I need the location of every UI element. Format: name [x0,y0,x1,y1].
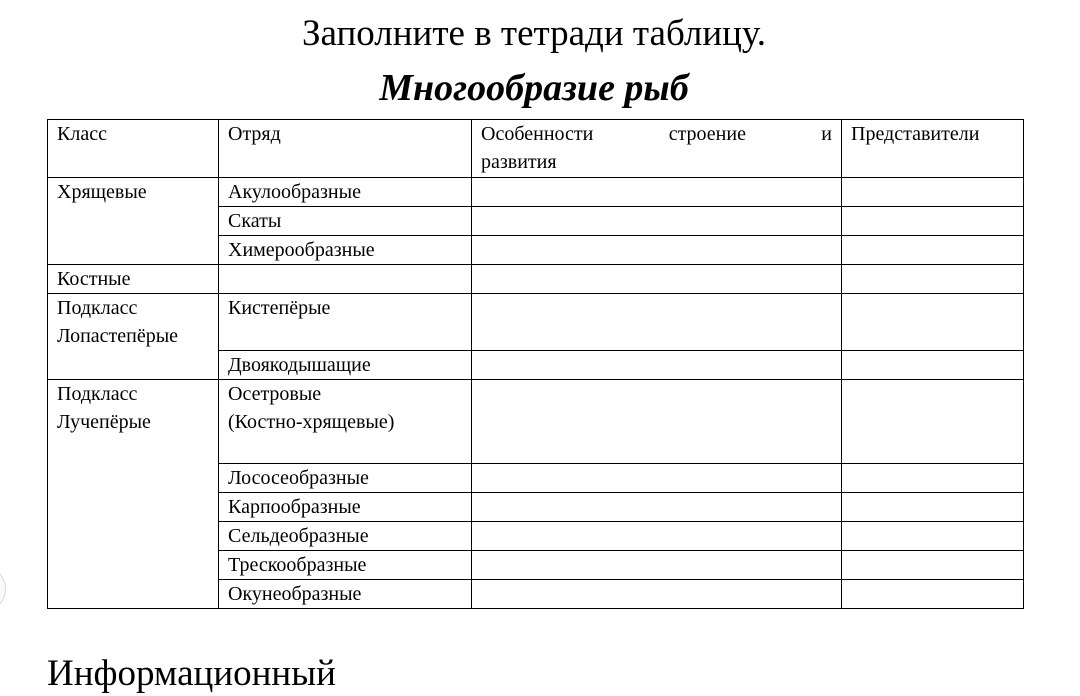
features-cell [472,351,842,380]
representatives-cell [842,580,1024,609]
order-cell: Двоякодышащие [219,351,472,380]
class-cell-line: Подкласс [57,297,138,319]
class-cell: Хрящевые [48,178,219,265]
features-cell [472,178,842,207]
table-row [48,294,1024,351]
table-row [48,178,1024,207]
representatives-cell [842,351,1024,380]
order-cell: Кистепёрые [219,294,472,351]
class-cell-line: Лопастепёрые [57,325,179,347]
representatives-cell [842,178,1024,207]
representatives-cell [842,464,1024,493]
order-cell: Карпообразные [219,493,472,522]
features-cell [472,580,842,609]
class-cell-line: Подкласс [57,383,138,405]
next-section-heading: Информационный [47,653,336,694]
representatives-cell [842,380,1024,464]
features-cell [472,493,842,522]
class-cell-line: Лучепёрые [57,411,151,433]
page-title: Заполните в тетради таблицу. [302,13,766,54]
order-cell [219,380,472,464]
header-order: Отряд [219,120,472,178]
header-class: Класс [48,120,219,178]
header-features-word: и [821,123,832,145]
features-cell [472,294,842,351]
features-cell [472,207,842,236]
representatives-cell [842,522,1024,551]
order-cell: Лососеобразные [219,464,472,493]
representatives-cell [842,207,1024,236]
representatives-cell [842,551,1024,580]
table-row [48,265,1024,294]
class-cell: Костные [48,265,219,294]
table-title: Многообразие рыб [379,67,689,109]
features-cell [472,522,842,551]
header-features-word: развития [481,151,557,173]
order-cell [219,265,472,294]
representatives-cell [842,265,1024,294]
header-features-word: Особенности [481,123,594,145]
features-cell [472,380,842,464]
order-cell-line: Осетровые [228,383,322,405]
order-cell: Сельдеобразные [219,522,472,551]
order-cell: Трескообразные [219,551,472,580]
representatives-cell [842,294,1024,351]
features-cell [472,464,842,493]
order-cell: Акулообразные [219,178,472,207]
table-row [48,380,1024,464]
order-cell: Скаты [219,207,472,236]
order-cell: Химерообразные [219,236,472,265]
representatives-cell [842,236,1024,265]
header-representatives: Представители [842,120,1024,178]
order-cell-line: (Костно-хрящевые) [228,411,395,433]
class-cell [48,380,219,609]
header-features-word: строение [668,123,746,145]
features-cell [472,265,842,294]
page-edge-control [0,566,6,612]
class-cell [48,294,219,380]
representatives-cell [842,493,1024,522]
table-header-row [48,120,1024,178]
features-cell [472,551,842,580]
fish-diversity-table [47,119,1024,609]
features-cell [472,236,842,265]
order-cell: Окунеобразные [219,580,472,609]
header-features [472,120,842,178]
